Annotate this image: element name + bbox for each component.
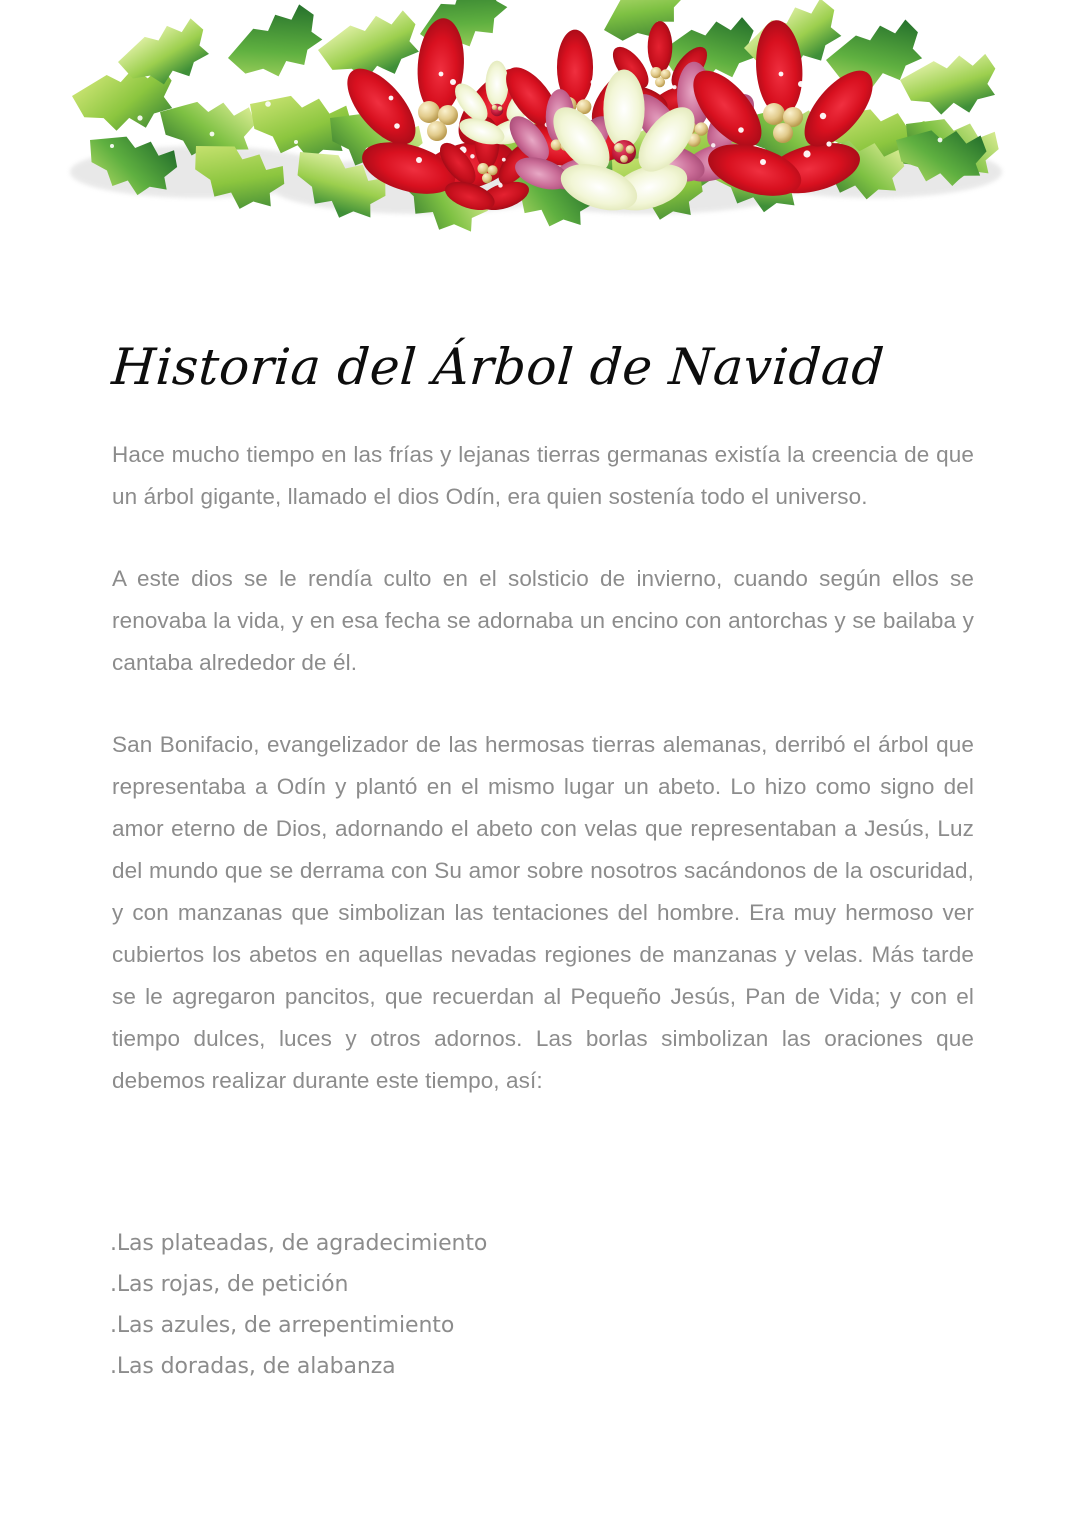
list-item: .Las plateadas, de agradecimiento — [110, 1231, 488, 1256]
header-ornament — [0, 0, 1069, 240]
poinsettia-garland-illustration — [0, 0, 1069, 240]
article-text — [112, 434, 974, 1102]
paragraph-1: Hace mucho tiempo en las frías y lejanas tierras germanas existía la creencia de que un árbol gigante, llamado el dios Odín, era quien sostenía todo el universo. — [112, 442, 974, 509]
list-item: .Las rojas, de petición — [110, 1272, 349, 1297]
tassel-meaning-list — [110, 1223, 810, 1387]
list-item: .Las doradas, de alabanza — [110, 1354, 396, 1379]
list-item: .Las azules, de arrepentimiento — [110, 1313, 455, 1338]
page-title: Historia del Árbol de Navidad — [109, 337, 887, 396]
paragraph-3: San Bonifacio, evangelizador de las hermosas tierras alemanas, derribó el árbol que representaba a Odín y plantó en el mismo lugar un abeto. Lo hizo como signo del amor eterno de Dios, adornando el abeto con velas que representaban a Jesús, Luz del mundo que se derrama con Su amor sobre nosotros sacándonos de la oscuridad, y con manzanas que simbolizan las tentaciones del hombre. Era muy hermoso ver cubiertos los abetos en aquellas nevadas regiones de manzanas y velas. Más tarde se le agregaron pancitos, que recuerdan al Pequeño Jesús, Pan de Vida; y con el tiempo dulces, luces y otros adornos. Las borlas simbolizan las oraciones que debemos realizar durante este tiempo, así: — [112, 732, 974, 1093]
paragraph-2: A este dios se le rendía culto en el solsticio de invierno, cuando según ellos se renovaba la vida, y en esa fecha se adornaba un encino con antorchas y se bailaba y cantaba alrededor de él. — [112, 566, 974, 675]
